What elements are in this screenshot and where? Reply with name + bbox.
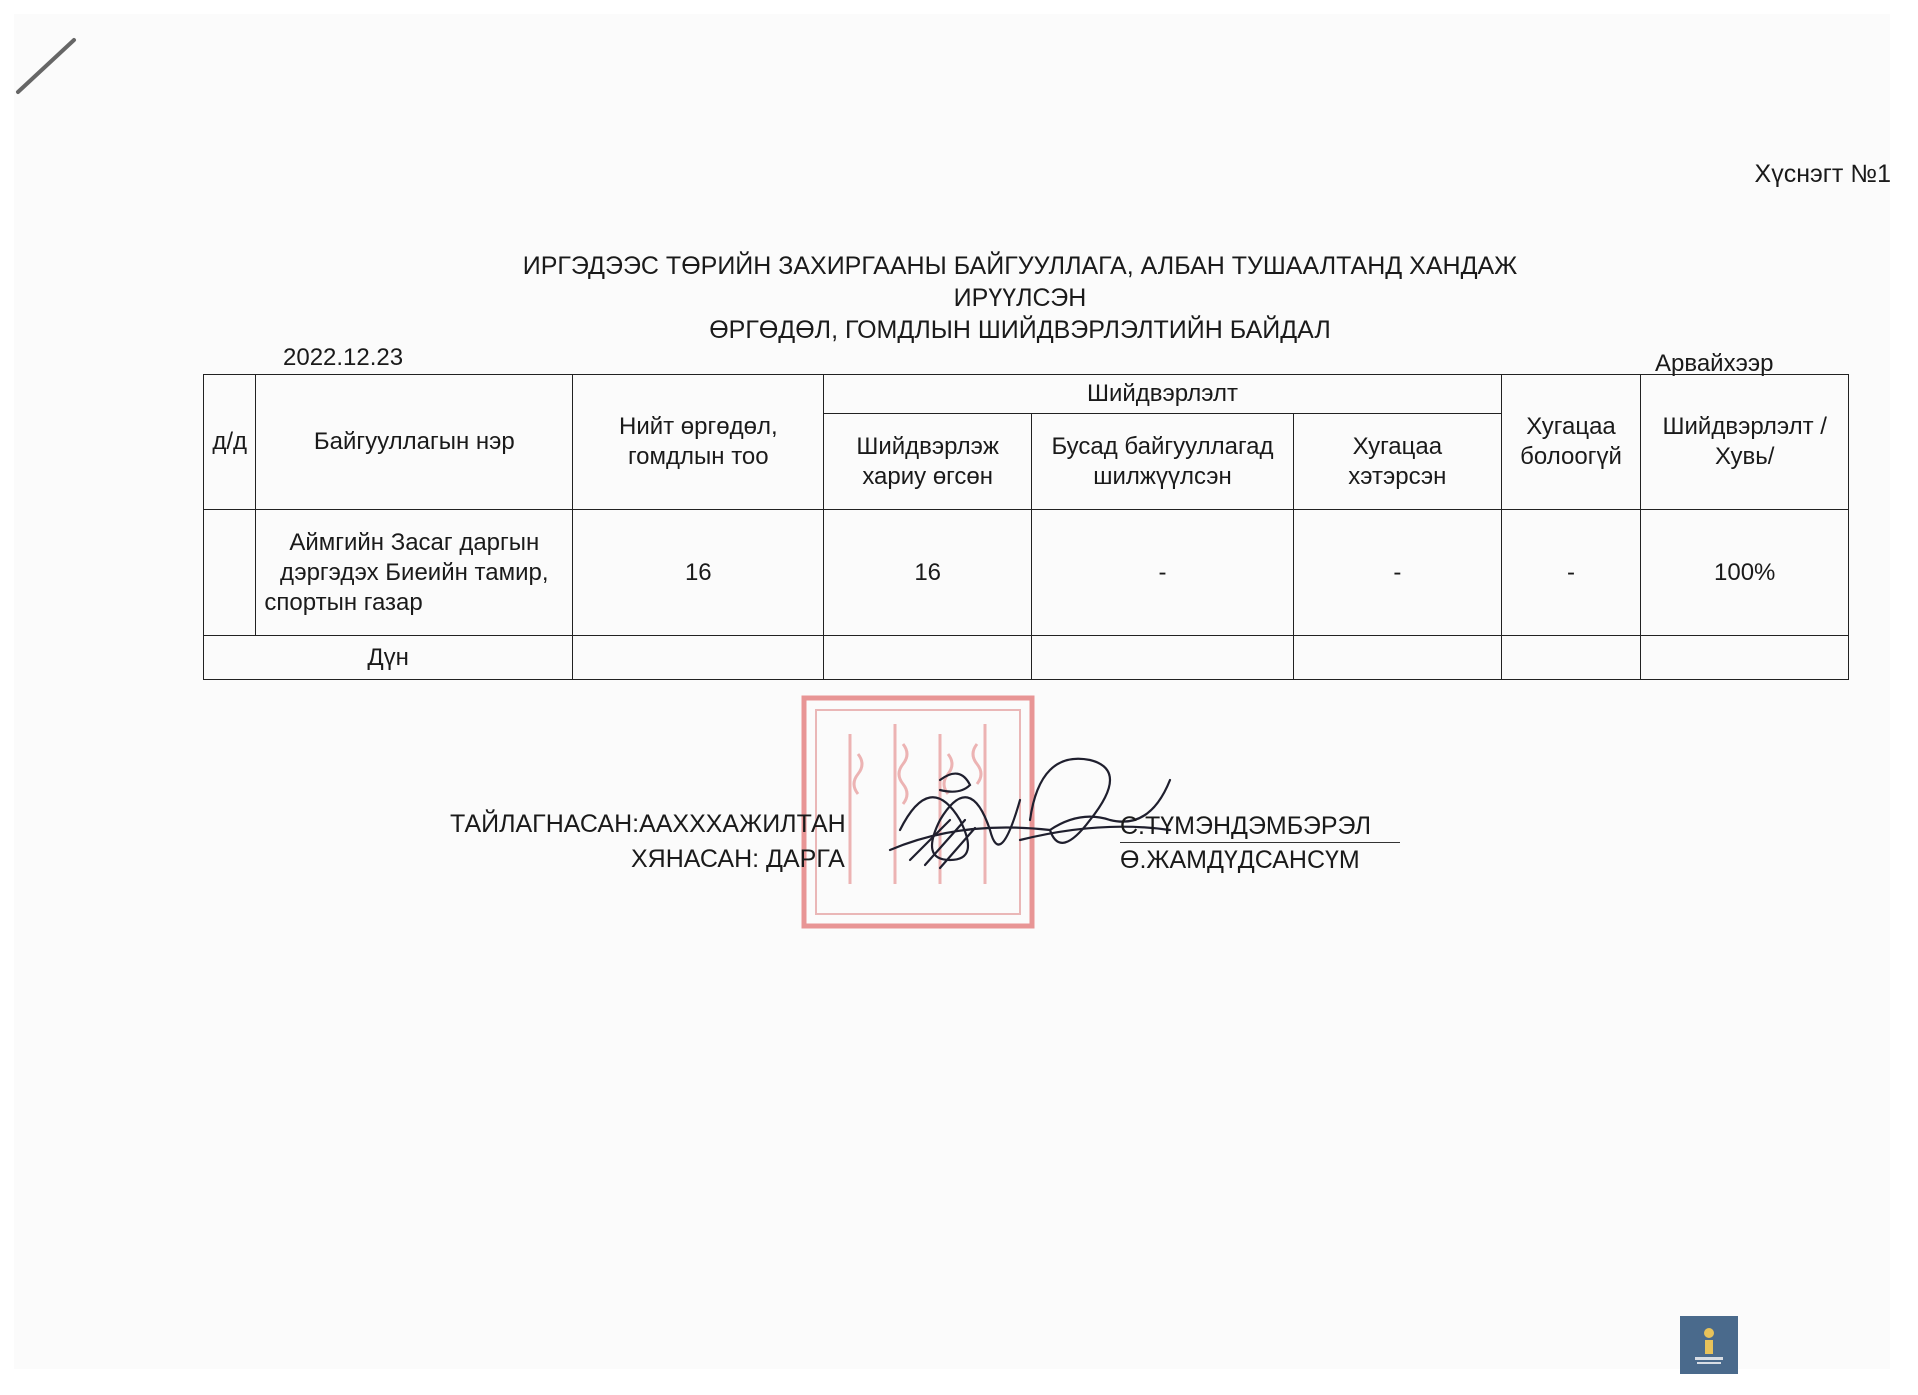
header-row-1 [204,375,1849,414]
table-row [204,510,1849,636]
header-transferred: Бусад байгууллагад шилжүүлсэн [1031,414,1293,510]
header-total: Нийт өргөдөл, гомдлын тоо [573,375,824,510]
document-title [470,250,1570,346]
archive-logo-icon [1680,1316,1738,1374]
title-line-1: ИРГЭДЭЭС ТӨРИЙН ЗАХИРГААНЫ БАЙГУУЛЛАГА, АЛБАН ТУШААЛТАНД ХАНДАЖ ИРҮҮЛСЭН [522,252,1518,312]
report-date: 2022.12.23 [283,344,404,371]
header-org-name: Байгууллагын нэр [256,375,573,510]
reviewed-by-role: ХЯНАСАН: ДАРГА [631,845,845,873]
header-dd: д/д [204,375,256,510]
reported-by-role: ТАЙЛАГНАСАН:ААХХХАЖИЛТАН [450,810,846,838]
cell-resolution-pct: 100% [1641,510,1849,636]
total-total [573,636,824,680]
scanned-page [14,14,1890,1369]
reviewed-by-name: Ө.ЖАМДҮДСАНСҮМ [1120,846,1360,874]
total-resolved [824,636,1032,680]
cell-overdue: - [1294,510,1502,636]
cell-dd [204,510,256,636]
header-resolved: Шийдвэрлэж хариу өгсөн [824,414,1032,510]
report-place: Арвайхээр [1655,350,1774,377]
header-resolution-pct: Шийдвэрлэлт /Хувь/ [1641,375,1849,510]
header-overdue: Хугацаа хэтэрсэн [1294,414,1502,510]
appendix-label: Хүснэгт №1 [1754,160,1891,188]
cell-transferred: - [1031,510,1293,636]
signature-line [1120,842,1400,843]
complaints-table [203,374,1849,680]
title-line-2: ӨРГӨДӨЛ, ГОМДЛЫН ШИЙДВЭРЛЭЛТИЙН БАЙДАЛ [709,316,1331,344]
reported-by-name: С.ТҮМЭНДЭМБЭРЭЛ [1120,812,1372,840]
total-label: Дүн [204,636,573,680]
total-overdue [1294,636,1502,680]
total-transferred [1031,636,1293,680]
total-resolution-pct [1641,636,1849,680]
header-not-due: Хугацаа болоогүй [1501,375,1641,510]
header-resolution-group: Шийдвэрлэлт [824,375,1501,414]
total-not-due [1501,636,1641,680]
total-row [204,636,1849,680]
cell-org-name: Аймгийн Засаг даргын дэргэдэх Биеийн тамир, спортын газар [256,510,573,636]
cell-not-due: - [1501,510,1641,636]
cell-total: 16 [573,510,824,636]
pen-mark [12,36,82,96]
cell-resolved: 16 [824,510,1032,636]
